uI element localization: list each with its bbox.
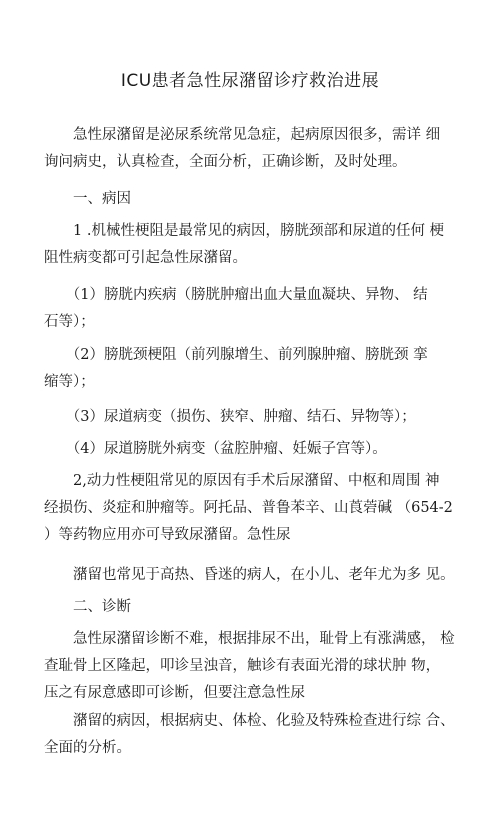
text-line: 二、诊断 [44,599,131,615]
text-line: 潴留也常见于高热、昏迷的病人，在小儿、老年尤为多 见。 [44,567,455,583]
text-line: 查耻骨上区隆起，叩诊呈浊音，触诊有表面光滑的球状肿 物， [44,658,441,674]
text-line: （4）尿道膀胱外病变（盆腔肿瘤、妊娠子宫等）。 [44,441,387,457]
section-heading-causes [44,186,464,213]
list-item-4 [44,436,464,463]
text-line: 阻性病变都可引起急性尿潴留。 [44,250,247,266]
list-item-2 [44,342,464,396]
list-item-1 [44,282,464,336]
section-heading-diagnosis [44,594,464,621]
text-line: 2,动力性梗阻常见的原因有手术后尿潴留、中枢和周围 神 [44,473,440,489]
text-line: 石等）； [44,314,95,330]
text-line: 经损伤、炎症和肿瘤等。阿托品、普鲁苯辛、山莨菪碱 （654-2 [44,500,453,516]
text-line: 缩等）； [44,374,95,390]
paragraph-fever-coma [44,562,464,589]
text-line: 1 .机械性梗阻是最常见的病因，膀胱颈部和尿道的任何 梗 [44,223,445,239]
text-line: 急性尿潴留是泌尿系统常见急症，起病原因很多，需详 细 [44,127,441,143]
text-line: 全面的分析。 [44,740,131,756]
paragraph-dynamic-obstruction [44,468,464,549]
paragraph-etiology-analysis [44,708,464,762]
text-line: 一、病因 [44,191,131,207]
text-line: （2）膀胱颈梗阻（前列腺增生、前列腺肿瘤、膀胱颈 挛 [44,347,428,363]
paragraph-diagnosis [44,626,464,707]
text-line: （3）尿道病变（损伤、狭窄、肿瘤、结石、异物等）； [44,409,416,425]
text-line: 压之有尿意感即可诊断，但要注意急性尿 [44,685,305,701]
text-line: 询问病史，认真检查，全面分析，正确诊断，及时处理。 [44,154,407,170]
text-line: ）等药物应用亦可导致尿潴留。急性尿 [44,527,291,543]
paragraph-intro [44,122,464,176]
list-item-3 [44,404,464,431]
document-title: ICU患者急性尿潴留诊疗救治进展 [120,71,380,91]
text-line: 急性尿潴留诊断不难，根据排尿不出，耻骨上有涨满感， 检 [44,631,455,647]
paragraph-mechanical-obstruction [44,218,464,272]
text-line: （1）膀胱内疾病（膀胱肿瘤出血大量血凝块、异物、 结 [44,287,428,303]
text-line: 潴留的病因，根据病史、体检、化验及特殊检查进行综 合、 [44,713,455,729]
